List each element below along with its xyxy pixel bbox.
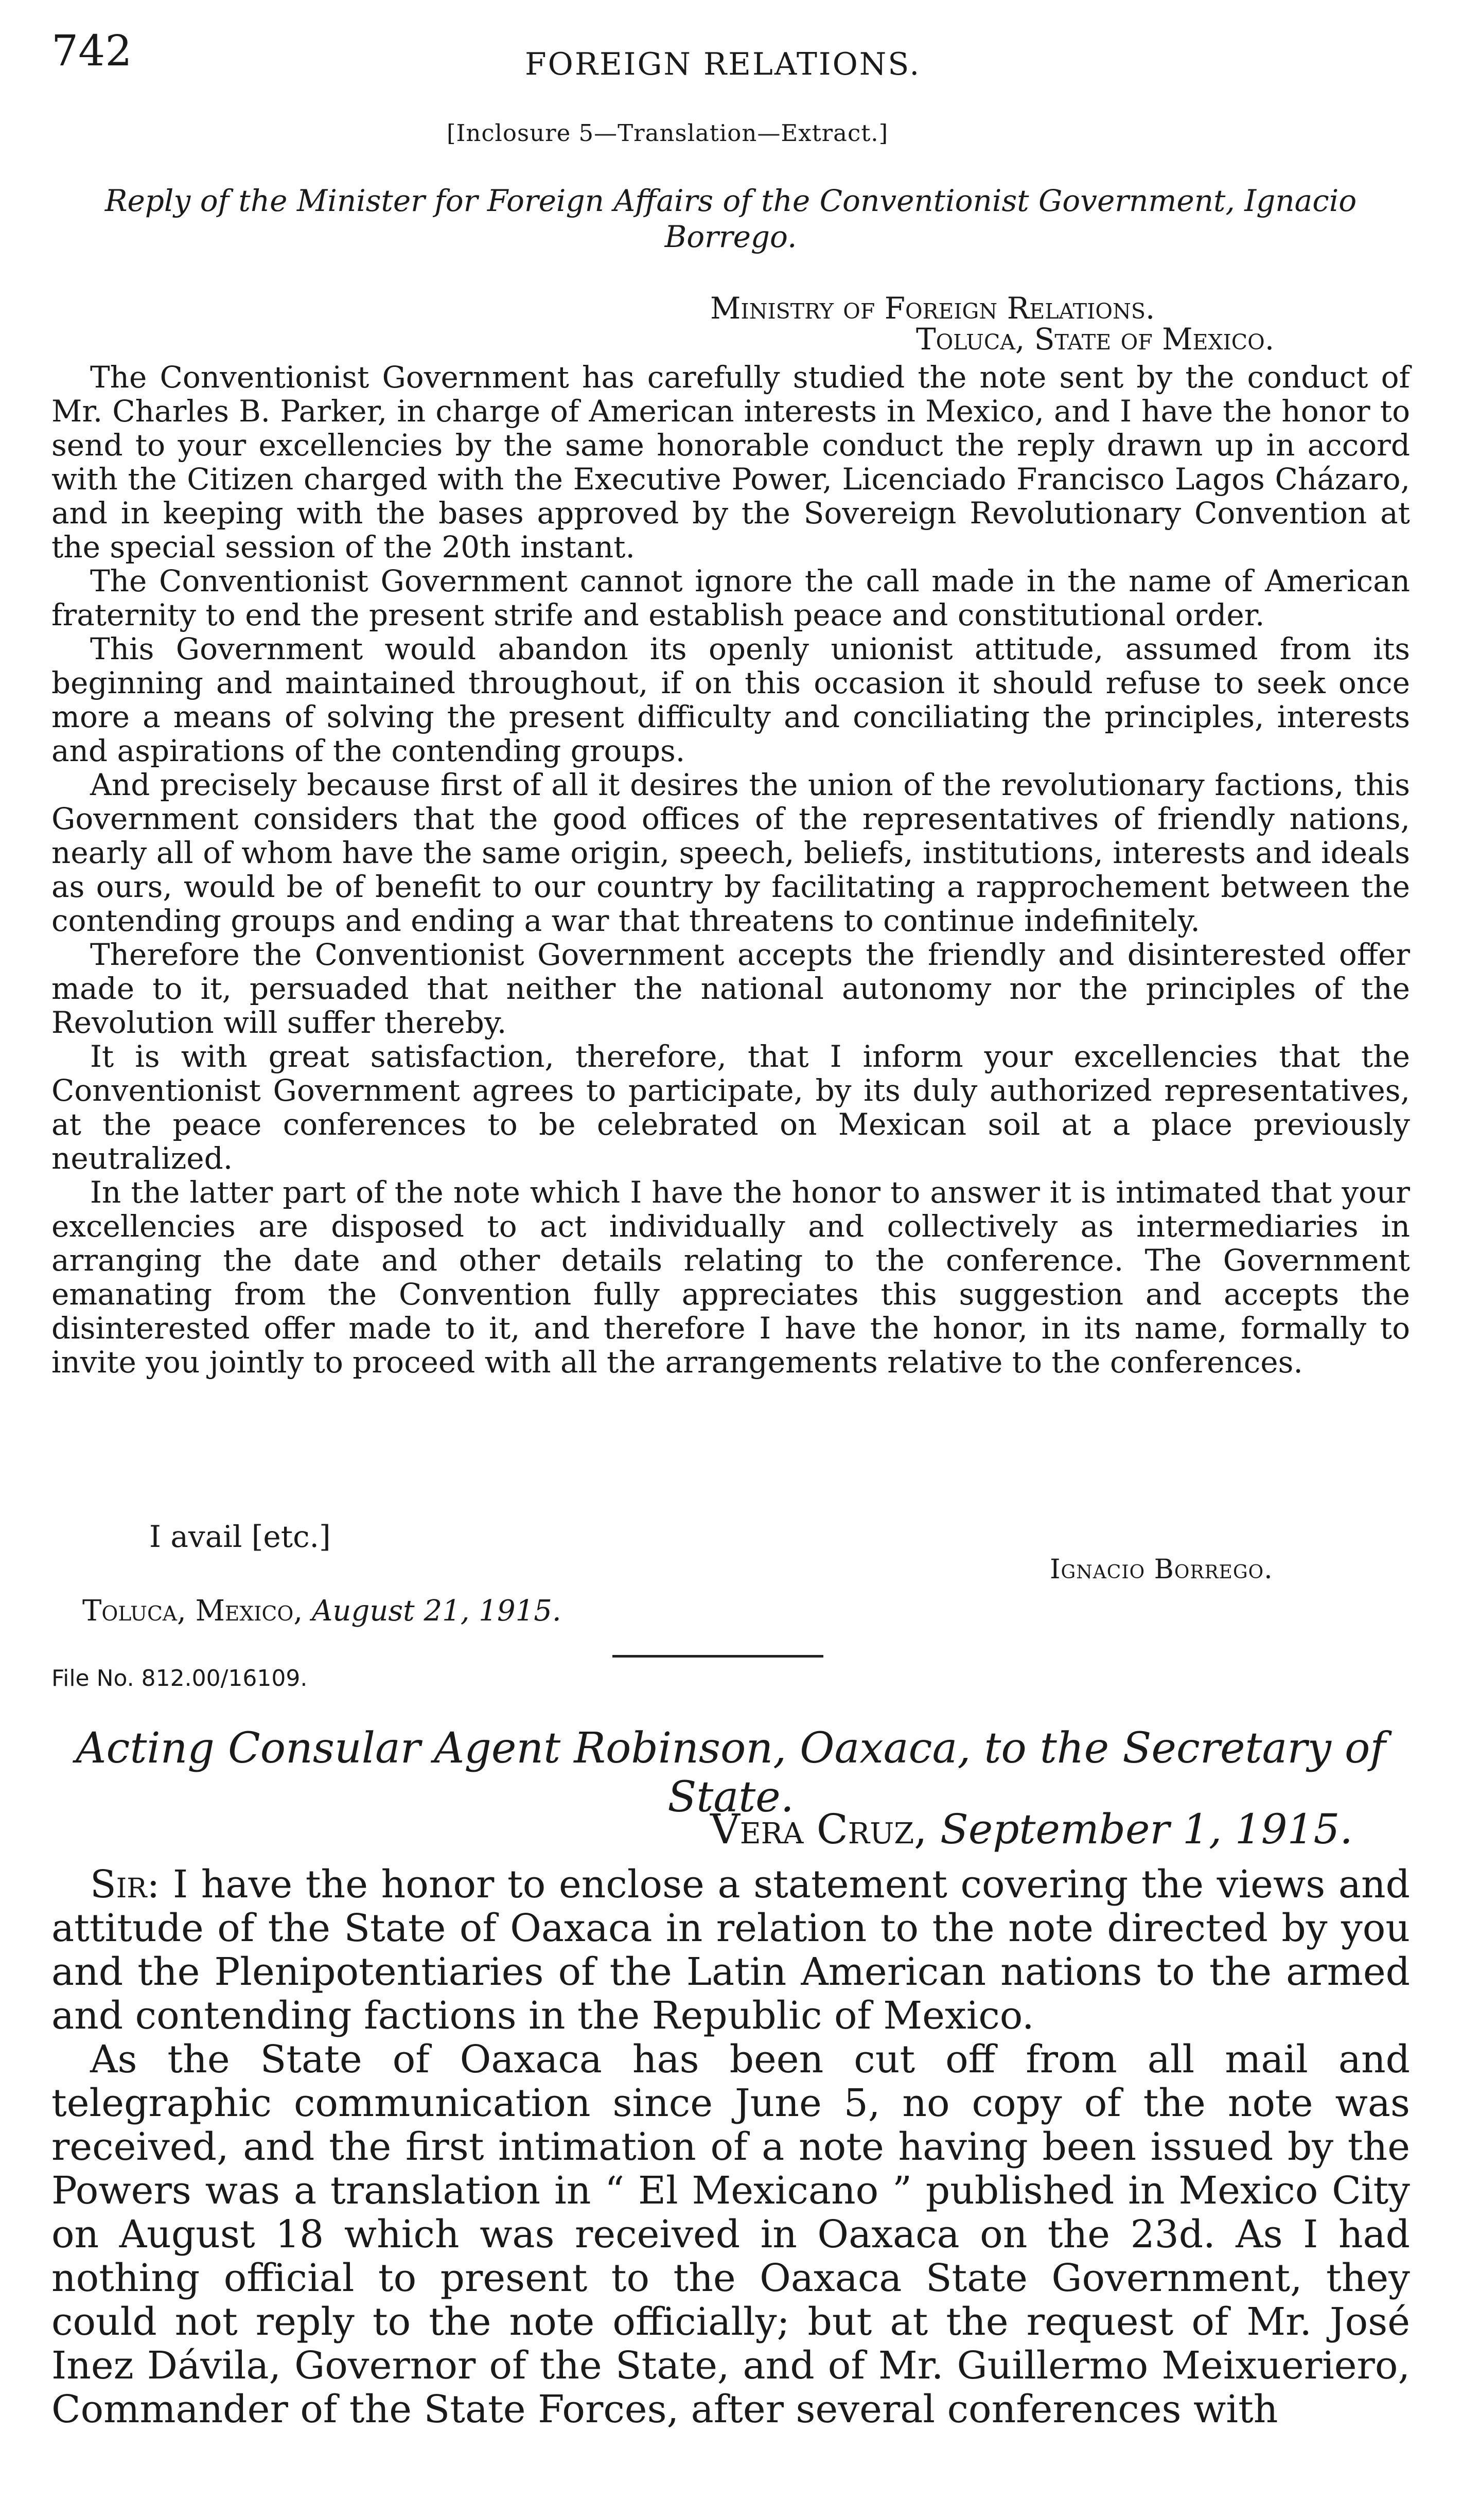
- enclosure-paragraph: The Conventionist Government has carefully studied the note sent by the conduct of Mr. Charles B. Parker, in charge of American interests in Mexico, and I have the honor to send to your excellencies by the same honorable conduct the reply drawn up in accord with the Citizen charged with the Executive Power, Licenciado Francisco Lagos Cházaro, and in keeping with the bases approved by the Sovereign Revolutionary Convention at the special session of the 20th instant.: [51, 360, 1410, 565]
- enclosure-dateline: [82, 1594, 561, 1628]
- address-place: Toluca, State of Mexico.: [916, 322, 1275, 357]
- letter-body: [51, 1863, 1410, 2431]
- enclosure-body: [51, 360, 1410, 1379]
- letter-paragraph: [51, 1863, 1410, 2038]
- enclosure-paragraph: This Government would abandon its openly unionist attitude, assumed from its beginning and maintained throughout, if on this occasion it should refuse to seek once more a means of solving the present difficulty and conciliating the principles, interests and aspirations of the contending groups.: [51, 631, 1410, 768]
- signature: Ignacio Borrego.: [1050, 1554, 1273, 1585]
- enclosure-paragraph: It is with great satisfaction, therefore, that I inform your excellencies that the Conventionist Government agrees to participate, by its duly authorized representatives, at the peace conferences to be celebrated on Mexican soil at a place previously neutralized.: [51, 1039, 1410, 1176]
- letter-dateline-place: Vera Cruz,: [710, 1805, 927, 1853]
- salutation: Sir:: [90, 1862, 160, 1907]
- letter-title: Acting Consular Agent Robinson, Oaxaca, to the Secretary of State.: [76, 1724, 1386, 1822]
- running-title: FOREIGN RELATIONS.: [525, 46, 921, 82]
- section-divider: [612, 1655, 823, 1658]
- enclosure-paragraph: In the latter part of the note which I have the honor to answer it is intimated that your excellencies are disposed to act individually and collectively as intermediaries in arranging the date and other details relating to the conference. The Government emanating from the Convention fully appreciates this suggestion and accepts the disinterested offer made to it, and therefore I have the honor, in its name, formally to invite you jointly to proceed with all the arrangements relative to the conferences.: [51, 1175, 1410, 1380]
- letter-dateline-date: September 1, 1915.: [940, 1805, 1353, 1853]
- dateline-date: August 21, 1915.: [311, 1594, 561, 1628]
- enclosure-paragraph: And precisely because first of all it desires the union of the revolutionary factions, this Government considers that the good offices of the representatives of friendly nations, nearly all of whom have the same origin, speech, beliefs, institutions, interests and ideals as ours, would be of benefit to our country by facilitating a rapprochement between the contending groups and ending a war that threatens to continue indefinitely.: [51, 767, 1410, 938]
- enclosure-title: Reply of the Minister for Foreign Affairs of the Conventionist Government, Ignacio Borrego.: [104, 183, 1357, 254]
- closing: I avail [etc.]: [149, 1519, 331, 1554]
- letter-paragraph-text: I have the honor to enclose a statement covering the views and attitude of the State of Oaxaca in relation to the note directed by you and the Plenipotentiaries of the Latin American nations to the armed and contending factions in the Republic of Mexico.: [51, 1862, 1410, 2038]
- dateline-place: Toluca, Mexico,: [82, 1594, 303, 1628]
- file-number: File No. 812.00/16109.: [51, 1665, 308, 1691]
- enclosure-paragraph: The Conventionist Government cannot ignore the call made in the name of American fraternity to end the present strife and establish peace and constitutional order.: [51, 563, 1410, 632]
- enclosure-label: [Inclosure 5—Translation—Extract.]: [447, 119, 889, 147]
- address-ministry: Ministry of Foreign Relations.: [710, 291, 1155, 326]
- enclosure-paragraph: Therefore the Conventionist Government accepts the friendly and disinterested offer made to it, persuaded that neither the national autonomy nor the principles of the Revolution will suffer thereby.: [51, 937, 1410, 1040]
- letter-dateline: [710, 1805, 1353, 1853]
- page-number: 742: [51, 27, 132, 76]
- letter-paragraph: As the State of Oaxaca has been cut off from all mail and telegraphic communication since June 5, no copy of the note was received, and the first intimation of a note having been issued by the Powers was a translation in “ El Mexicano ” published in Mexico City on August 18 which was received in Oaxaca on the 23d. As I had nothing official to present to the Oaxaca State Government, they could not reply to the note officially; but at the request of Mr. José Inez Dávila, Governor of the State, and of Mr. Guillermo Meixueriero, Commander of the State Forces, after several conferences with: [51, 2037, 1410, 2431]
